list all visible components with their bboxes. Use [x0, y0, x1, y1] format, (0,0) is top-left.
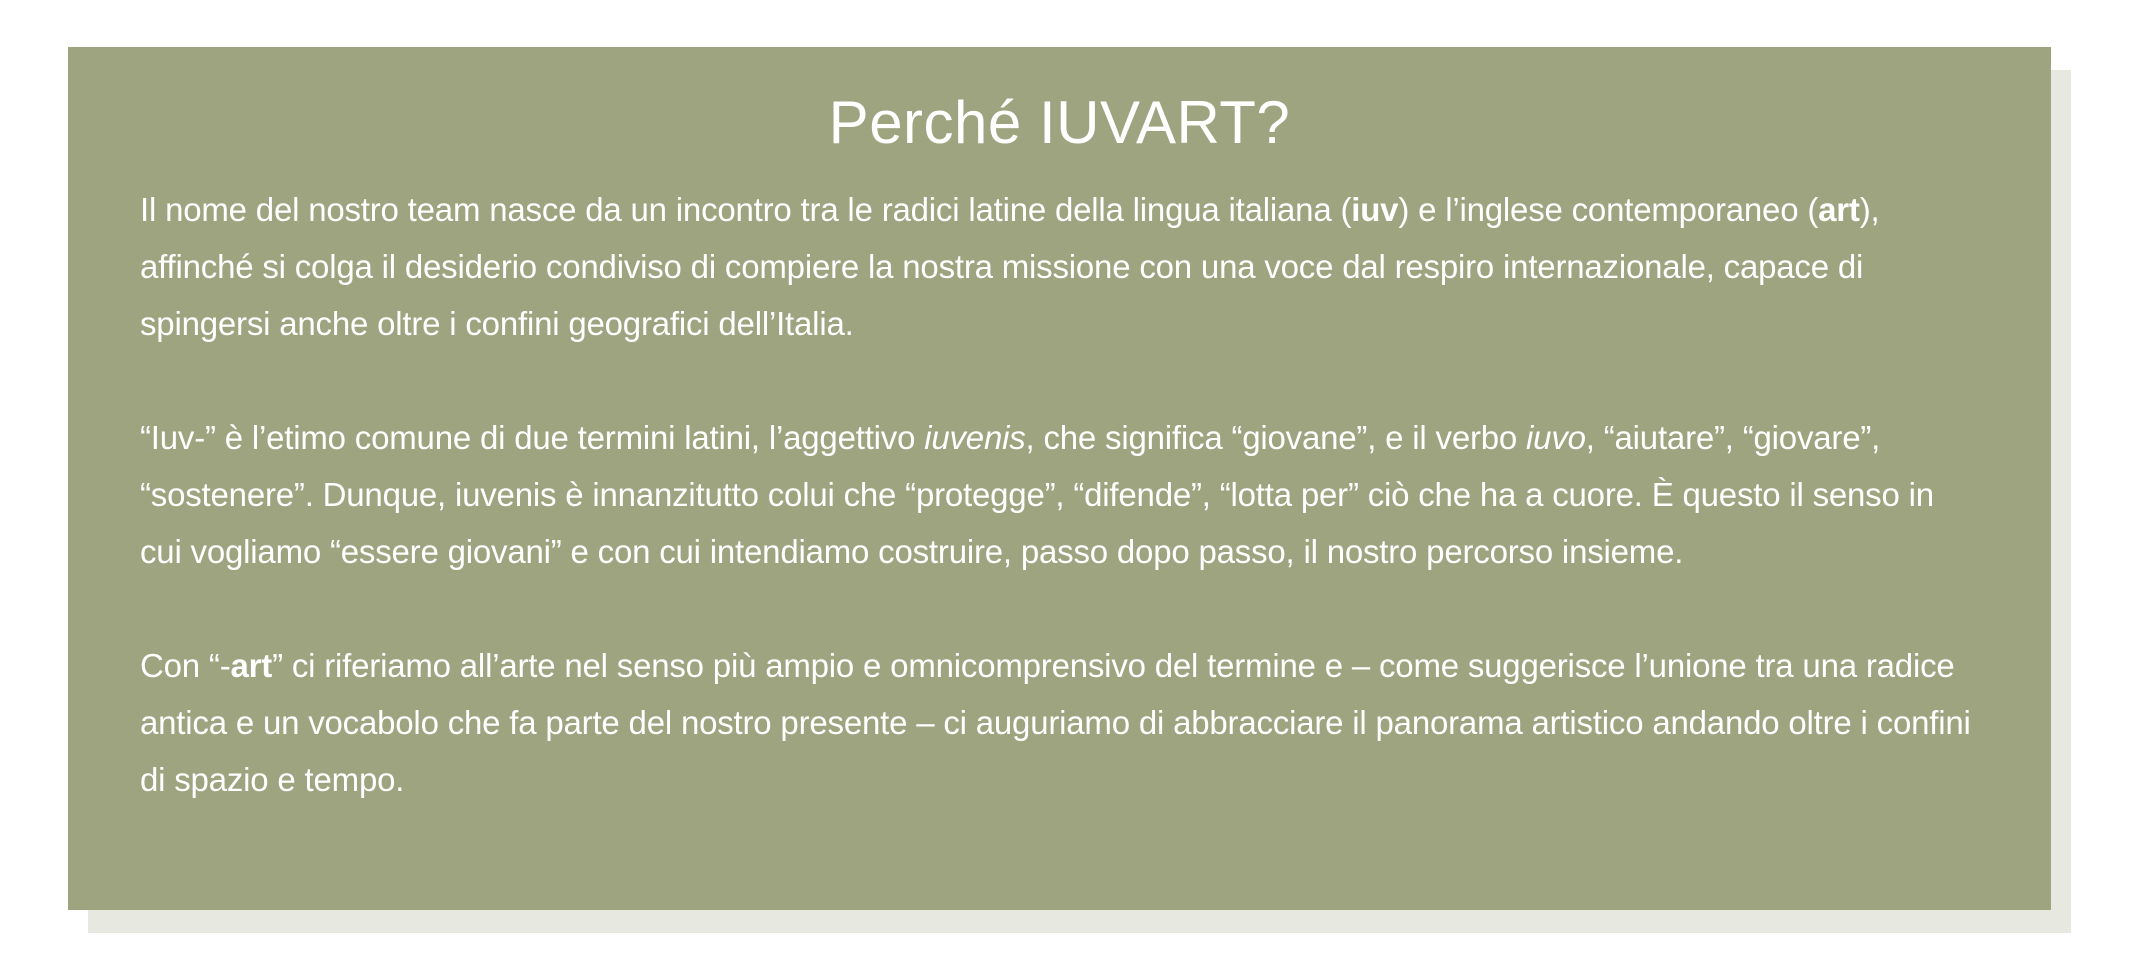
paragraph-iuv-etymology	[140, 409, 1979, 580]
paragraph-text: ) e l’inglese contemporaneo (	[1398, 191, 1819, 228]
bold-term-iuv: iuv	[1351, 191, 1399, 228]
paragraph-text: “Iuv-” è l’etimo comune di due termini latini, l’aggettivo	[140, 419, 925, 456]
paragraph-name-origin	[140, 181, 1979, 352]
italic-term-iuvenis: iuvenis	[924, 419, 1026, 456]
paragraph-text: , che significa “giovane”, e il verbo	[1025, 419, 1527, 456]
paragraph-text: , “aiutare”, “giovare”, “sostenere”. Dunque, iuvenis è innanzitutto colui che “protegge”, “difende”, “lotta per” ciò che ha a cuore. È questo il senso in cui vogliamo “essere giovani” e con cui intendiamo costruire, passo dopo passo, il nostro percorso insieme.	[140, 419, 1934, 570]
paragraph-text: Il nome del nostro team nasce da un incontro tra le radici latine della lingua italiana (	[140, 191, 1352, 228]
paragraph-text: ), affinché si colga il desiderio condiviso di compiere la nostra missione con una voce dal respiro internazionale, capace di spingersi anche oltre i confini geografici dell’Italia.	[140, 191, 1880, 342]
bold-term-art: art	[1818, 191, 1860, 228]
paragraph-text: Con “-	[140, 647, 231, 684]
italic-term-iuvo: iuvo	[1526, 419, 1586, 456]
paragraph-art-meaning	[140, 637, 1979, 808]
card-title: Perché IUVART?	[828, 89, 1291, 156]
bold-term-art: art	[230, 647, 273, 684]
info-card	[68, 47, 2051, 910]
paragraph-text: ” ci riferiamo all’arte nel senso più ampio e omnicomprensivo del termine e – come suggerisce l’unione tra una radice antica e un vocabolo che fa parte del nostro presente – ci auguriamo di abbracciare il panorama artistico andando oltre i confini di spazio e tempo.	[140, 647, 1971, 798]
